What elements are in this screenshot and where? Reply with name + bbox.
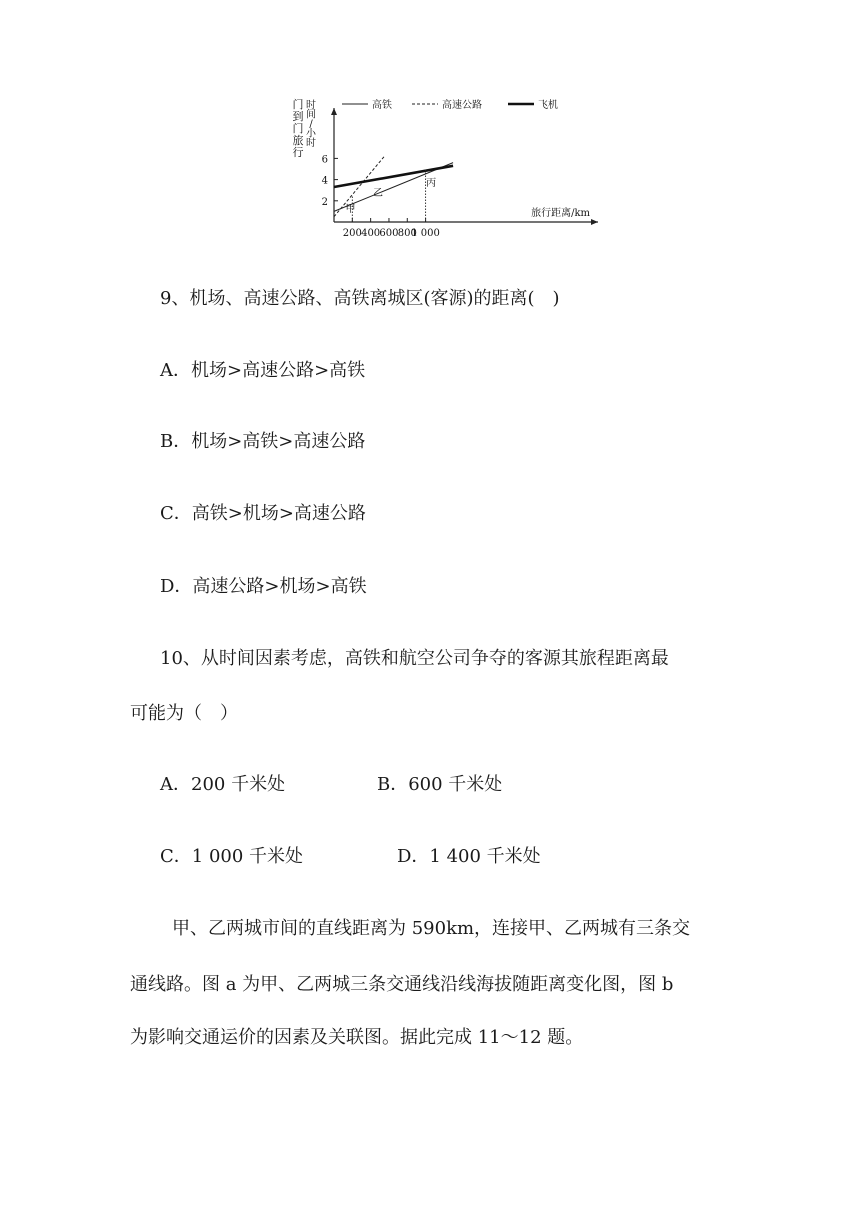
q10-stem-line1: 10、从时间因素考虑，高铁和航空公司争夺的客源其旅程距离最 [160,648,669,669]
chart-svg [280,92,610,252]
x-axis-arrow [591,219,598,225]
x-tick-label: 400 [361,228,381,239]
y-label-char: 时 [306,100,316,111]
x-tick-label: 1 000 [411,228,440,239]
y-label-char: 门 [292,122,304,135]
region-label: 乙 [372,188,383,199]
x-axis-label: 旅行距离/km [531,208,590,219]
q10-option-d: D．1 400 千米处 [397,846,541,867]
q10-stem-line2: 可能为（ ） [130,703,238,724]
passage-line2: 通线路。图 a 为甲、乙两城三条交通线沿线海拔随距离变化图，图 b [130,974,674,995]
y-axis-label [293,97,318,159]
y-label-char: 时 [306,138,316,149]
q10-option-a: A．200 千米处 [160,774,286,795]
x-tick-label: 200 [342,228,362,239]
q9-stem: 9、机场、高速公路、高铁离城区(客源)的距离( ) [160,288,560,309]
region-label: 丙 [426,178,437,189]
q10-option-b: B．600 千米处 [377,774,503,795]
x-tick-label: 800 [397,228,417,239]
legend-label-0: 高铁 [372,100,392,111]
q9-option-a: A．机场>高速公路>高铁 [160,360,366,381]
q10-option-c: C．1 000 千米处 [160,846,304,867]
y-label-char: / [309,119,313,130]
y-tick-label: 2 [321,196,328,208]
chart-legend [342,98,558,111]
q9-option-b: B．机场>高铁>高速公路 [160,431,366,452]
passage-line1: 甲、乙两城市间的直线距离为 590km，连接甲、乙两城有三条交 [172,918,691,939]
legend-label-2: 飞机 [538,100,558,111]
q9-option-d: D．高速公路>机场>高铁 [160,576,367,597]
region-label: 甲 [345,204,356,215]
chart-ticks [322,154,591,239]
y-label-char: 行 [292,146,304,159]
passage-line3: 为影响交通运价的因素及关联图。据此完成 11～12 题。 [130,1027,584,1048]
y-label-char: 小 [306,128,316,140]
x-tick-label: 600 [379,228,399,239]
travel-time-chart [280,92,610,252]
y-label-char: 门 [292,98,304,111]
y-tick-label: 6 [321,154,328,166]
q9-option-c: C．高铁>机场>高速公路 [160,503,366,524]
y-label-char: 间 [306,109,316,121]
y-tick-label: 4 [321,175,328,187]
y-label-char: 到 [292,110,304,123]
legend-label-1: 高速公路 [442,100,482,111]
y-label-char: 旅 [292,134,304,147]
y-axis-arrow [331,108,337,115]
